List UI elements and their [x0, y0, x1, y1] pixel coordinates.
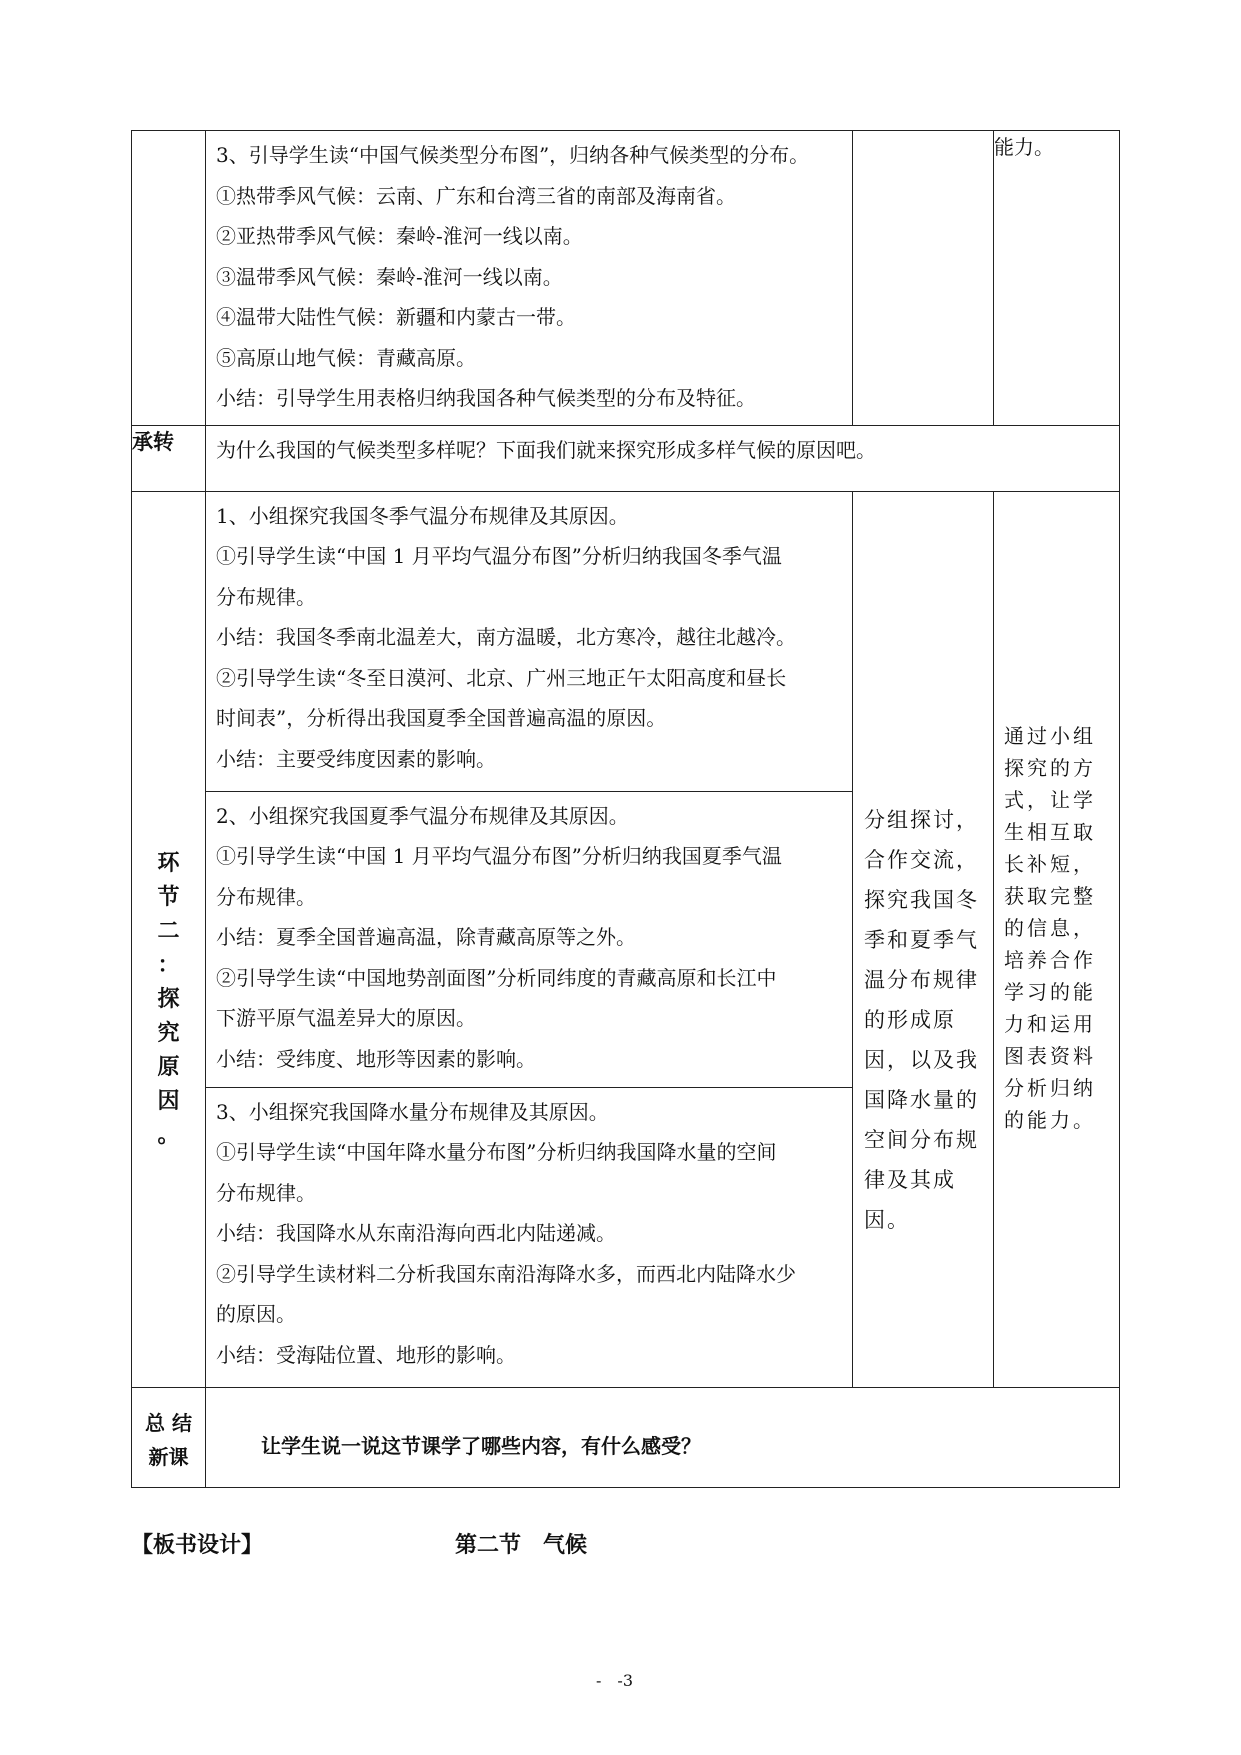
text-line: ①热带季风气候：云南、广东和台湾三省的南部及海南省。	[216, 183, 736, 208]
text-line: ③温带季风气候：秦岭-淮河一线以南。	[216, 264, 563, 289]
board-design-label: 【板书设计】	[131, 1532, 264, 1558]
table-row	[132, 491, 1120, 791]
text-line: ②亚热带季风气候：秦岭-淮河一线以南。	[216, 224, 583, 248]
label-char: 。	[157, 1122, 180, 1148]
table-row	[132, 425, 1120, 491]
page-number: - -3	[596, 1671, 633, 1690]
text-line: 3、引导学生读“中国气候类型分布图”，归纳各种气候类型的分布。	[216, 143, 810, 167]
student-activity-text: 分组探讨，合作交流，探究我国冬季和夏季气温分布规律的形成原因，以及我国降水量的空间分布规律及其成因。	[864, 807, 979, 1232]
label-char: 节	[157, 884, 180, 910]
text-line: ②引导学生读“冬至日漠河、北京、广州三地正午太阳高度和昼长	[216, 665, 787, 690]
label-char: 原	[157, 1054, 180, 1080]
text-line: 分布规律。	[216, 1180, 316, 1205]
text-line: ①引导学生读“中国 1 月平均气温分布图”分析归纳我国夏季气温	[216, 844, 782, 868]
table-row	[132, 131, 1120, 426]
text-line: 小结：夏季全国普遍高温，除青藏高原等之外。	[216, 925, 636, 949]
lesson-plan-table	[131, 130, 1120, 1488]
summary-label	[132, 1387, 206, 1487]
text-line: ④温带大陆性气候：新疆和内蒙古一带。	[216, 305, 576, 329]
label-char: 探	[157, 986, 180, 1012]
student-activity-cell	[853, 491, 994, 1387]
intent-cell: 能力。	[994, 131, 1120, 426]
table-row	[132, 1387, 1120, 1487]
summary-label-line: 总 结	[145, 1410, 192, 1435]
text-line: ⑤高原山地气候：青藏高原。	[216, 345, 476, 370]
summary-text: 让学生说一说这节课学了哪些内容，有什么感受？	[206, 1387, 1120, 1487]
text-line: 3、小组探究我国降水量分布规律及其原因。	[216, 1099, 609, 1124]
text-line: 2、小组探究我国夏季气温分布规律及其原因。	[216, 803, 629, 828]
text-line: 1、小组探究我国冬季气温分布规律及其原因。	[216, 503, 629, 528]
group3-cell	[206, 1087, 853, 1387]
label-char: 二	[157, 918, 180, 944]
text-line: ①引导学生读“中国 1 月平均气温分布图”分析归纳我国冬季气温	[216, 544, 782, 568]
transition-label: 承转	[132, 425, 206, 491]
design-intent-cell	[994, 491, 1120, 1387]
text-line: 时间表”，分析得出我国夏季全国普遍高温的原因。	[216, 706, 667, 730]
text-line: 小结：引导学生用表格归纳我国各种气候类型的分布及特征。	[216, 386, 756, 410]
text-line: ②引导学生读材料二分析我国东南沿海降水多，而西北内陆降水少	[216, 1261, 796, 1286]
label-char: 因	[157, 1088, 180, 1114]
group2-cell	[206, 791, 853, 1087]
text-line: 下游平原气温差异大的原因。	[216, 1006, 476, 1030]
label-char: 环	[157, 850, 180, 876]
content-cell	[206, 131, 853, 426]
design-intent-text: 通过小组探究的方式，让学生相互取长补短，获取完整的信息，培养合作学习的能力和运用图表资料分析归纳的能力。	[1004, 723, 1096, 1132]
text-line: 小结：主要受纬度因素的影响。	[216, 746, 496, 771]
text-line: 小结：我国冬季南北温差大，南方温暖，北方寒冷，越往北越冷。	[216, 625, 796, 649]
text-line: 的原因。	[216, 1302, 296, 1326]
text-line: ②引导学生读“中国地势剖面图”分析同纬度的青藏高原和长江中	[216, 965, 777, 990]
text-line: 分布规律。	[216, 884, 316, 909]
transition-cell	[206, 425, 1120, 491]
label-char: 究	[157, 1020, 180, 1046]
transition-text: 为什么我国的气候类型多样呢？下面我们就来探究形成多样气候的原因吧。	[216, 437, 876, 462]
empty-activity-cell	[853, 131, 994, 426]
empty-label-cell	[132, 131, 206, 426]
label-char: ：	[157, 952, 180, 978]
text-line: ①引导学生读“中国年降水量分布图”分析归纳我国降水量的空间	[216, 1140, 777, 1164]
text-line: 小结：我国降水从东南沿海向西北内陆递减。	[216, 1221, 616, 1245]
group1-cell	[206, 491, 853, 791]
text-line: 分布规律。	[216, 584, 316, 609]
board-design-title: 第二节 气候	[455, 1532, 588, 1558]
text-line: 小结：受纬度、地形等因素的影响。	[216, 1046, 536, 1071]
section-label	[132, 491, 206, 1387]
text-line: 小结：受海陆位置、地形的影响。	[216, 1342, 516, 1367]
summary-label-line: 新课	[148, 1444, 189, 1469]
